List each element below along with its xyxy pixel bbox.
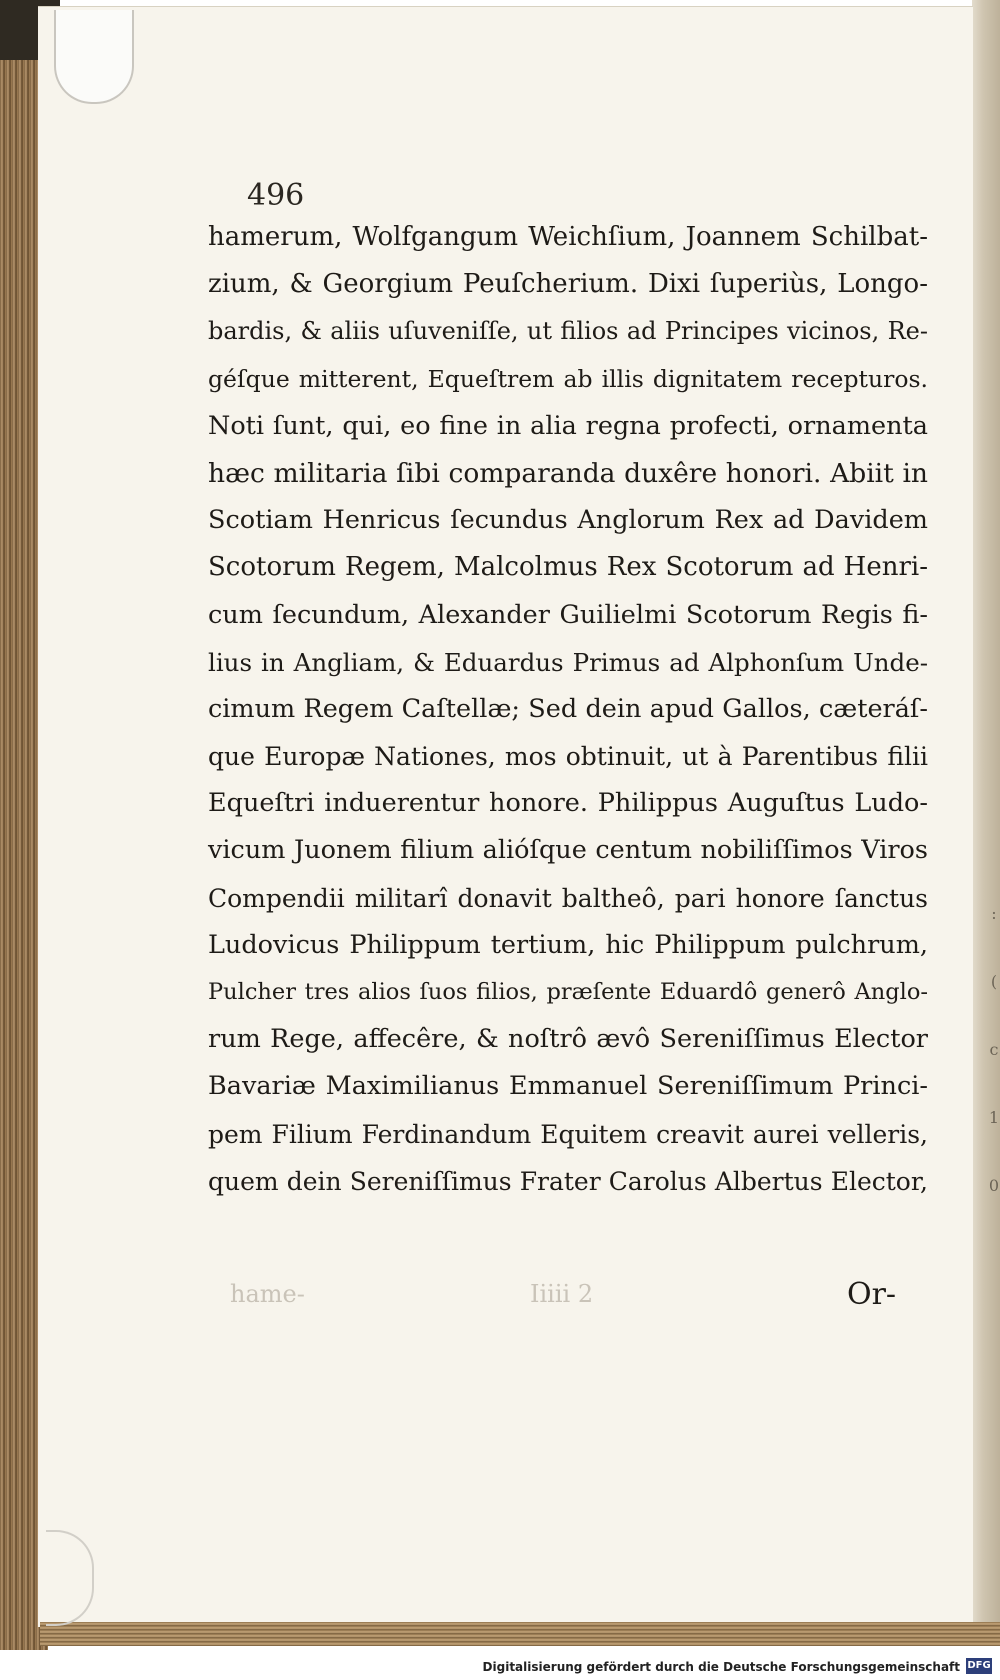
show-through-text bbox=[230, 1280, 910, 1310]
book-edge-right bbox=[972, 0, 1000, 1640]
book-edge-bottom bbox=[40, 1622, 1000, 1646]
footer-credit: Digitalisierung gefördert durch die Deutsche Forschungsgemeinschaft bbox=[482, 1660, 960, 1674]
page-number: 496 bbox=[247, 178, 305, 213]
text-line: pem Filium Ferdinandum Equitem creavit aurei velleris, bbox=[208, 1119, 928, 1149]
body-text bbox=[208, 214, 928, 1205]
text-line: géſque mitterent, Equeſtrem ab illis dignitatem recepturos. bbox=[208, 364, 928, 393]
catchword: Or- bbox=[847, 1277, 897, 1312]
text-line: Equeſtri induerentur honore. Philippus Auguſtus Ludo- bbox=[208, 788, 928, 819]
text-line: Scotorum Regem, Malcolmus Rex Scotorum ad Henri- bbox=[208, 552, 928, 583]
text-line: vicum Juonem filium alióſque centum nobiliſſimos Viros bbox=[208, 835, 928, 866]
text-line: rum Rege, affecêre, & noſtrô ævô Sereniſſimus Elector bbox=[208, 1024, 928, 1055]
text-line: zium, & Georgium Peuſcherium. Dixi ſuperiùs, Longo- bbox=[208, 269, 928, 300]
text-line: Compendii militarî donavit baltheô, pari honore ſanctus bbox=[208, 883, 928, 913]
text-line: Pulcher tres alios ſuos filios, præſente Eduardô generô Anglo- bbox=[208, 979, 928, 1005]
text-line: que Europæ Nationes, mos obtinuit, ut à Parentibus filii bbox=[208, 742, 928, 772]
text-line: quem dein Sereniſſimus Frater Carolus Albertus Elector, bbox=[208, 1166, 928, 1196]
show-through-catchword: hame- bbox=[230, 1280, 305, 1308]
text-line: Noti ſunt, qui, eo fine in alia regna profecti, ornamenta bbox=[208, 410, 928, 441]
dfg-logo: DFG bbox=[966, 1658, 992, 1674]
text-line: cimum Regem Caſtellæ; Sed dein apud Gallos, cæteráſ- bbox=[208, 693, 928, 724]
show-through-signature: Iiiii 2 bbox=[530, 1280, 594, 1308]
text-line: cum ſecundum, Alexander Guilielmi Scotorum Regis fi- bbox=[208, 599, 928, 630]
text-line: hamerum, Wolfgangum Weichſium, Joannem Schilbat- bbox=[208, 222, 928, 252]
text-line: hæc militaria ſibi comparanda duxêre honori. Abiit in bbox=[208, 457, 928, 489]
text-line: Bavariæ Maximilianus Emmanuel Sereniſſimum Princi- bbox=[208, 1071, 928, 1102]
text-line: Scotiam Henricus ſecundus Anglorum Rex ad Davidem bbox=[208, 505, 928, 536]
text-line: lius in Angliam, & Eduardus Primus ad Alphonſum Unde- bbox=[208, 647, 928, 677]
page-holder-clip-top bbox=[54, 10, 134, 104]
text-line: Ludovicus Philippum tertium, hic Philippum pulchrum, bbox=[208, 929, 928, 960]
text-line: bardis, & aliis uſuveniſſe, ut filios ad Principes vicinos, Re- bbox=[208, 317, 928, 346]
facing-page-edge-marks: : ( c 1 0 bbox=[988, 904, 1000, 1195]
